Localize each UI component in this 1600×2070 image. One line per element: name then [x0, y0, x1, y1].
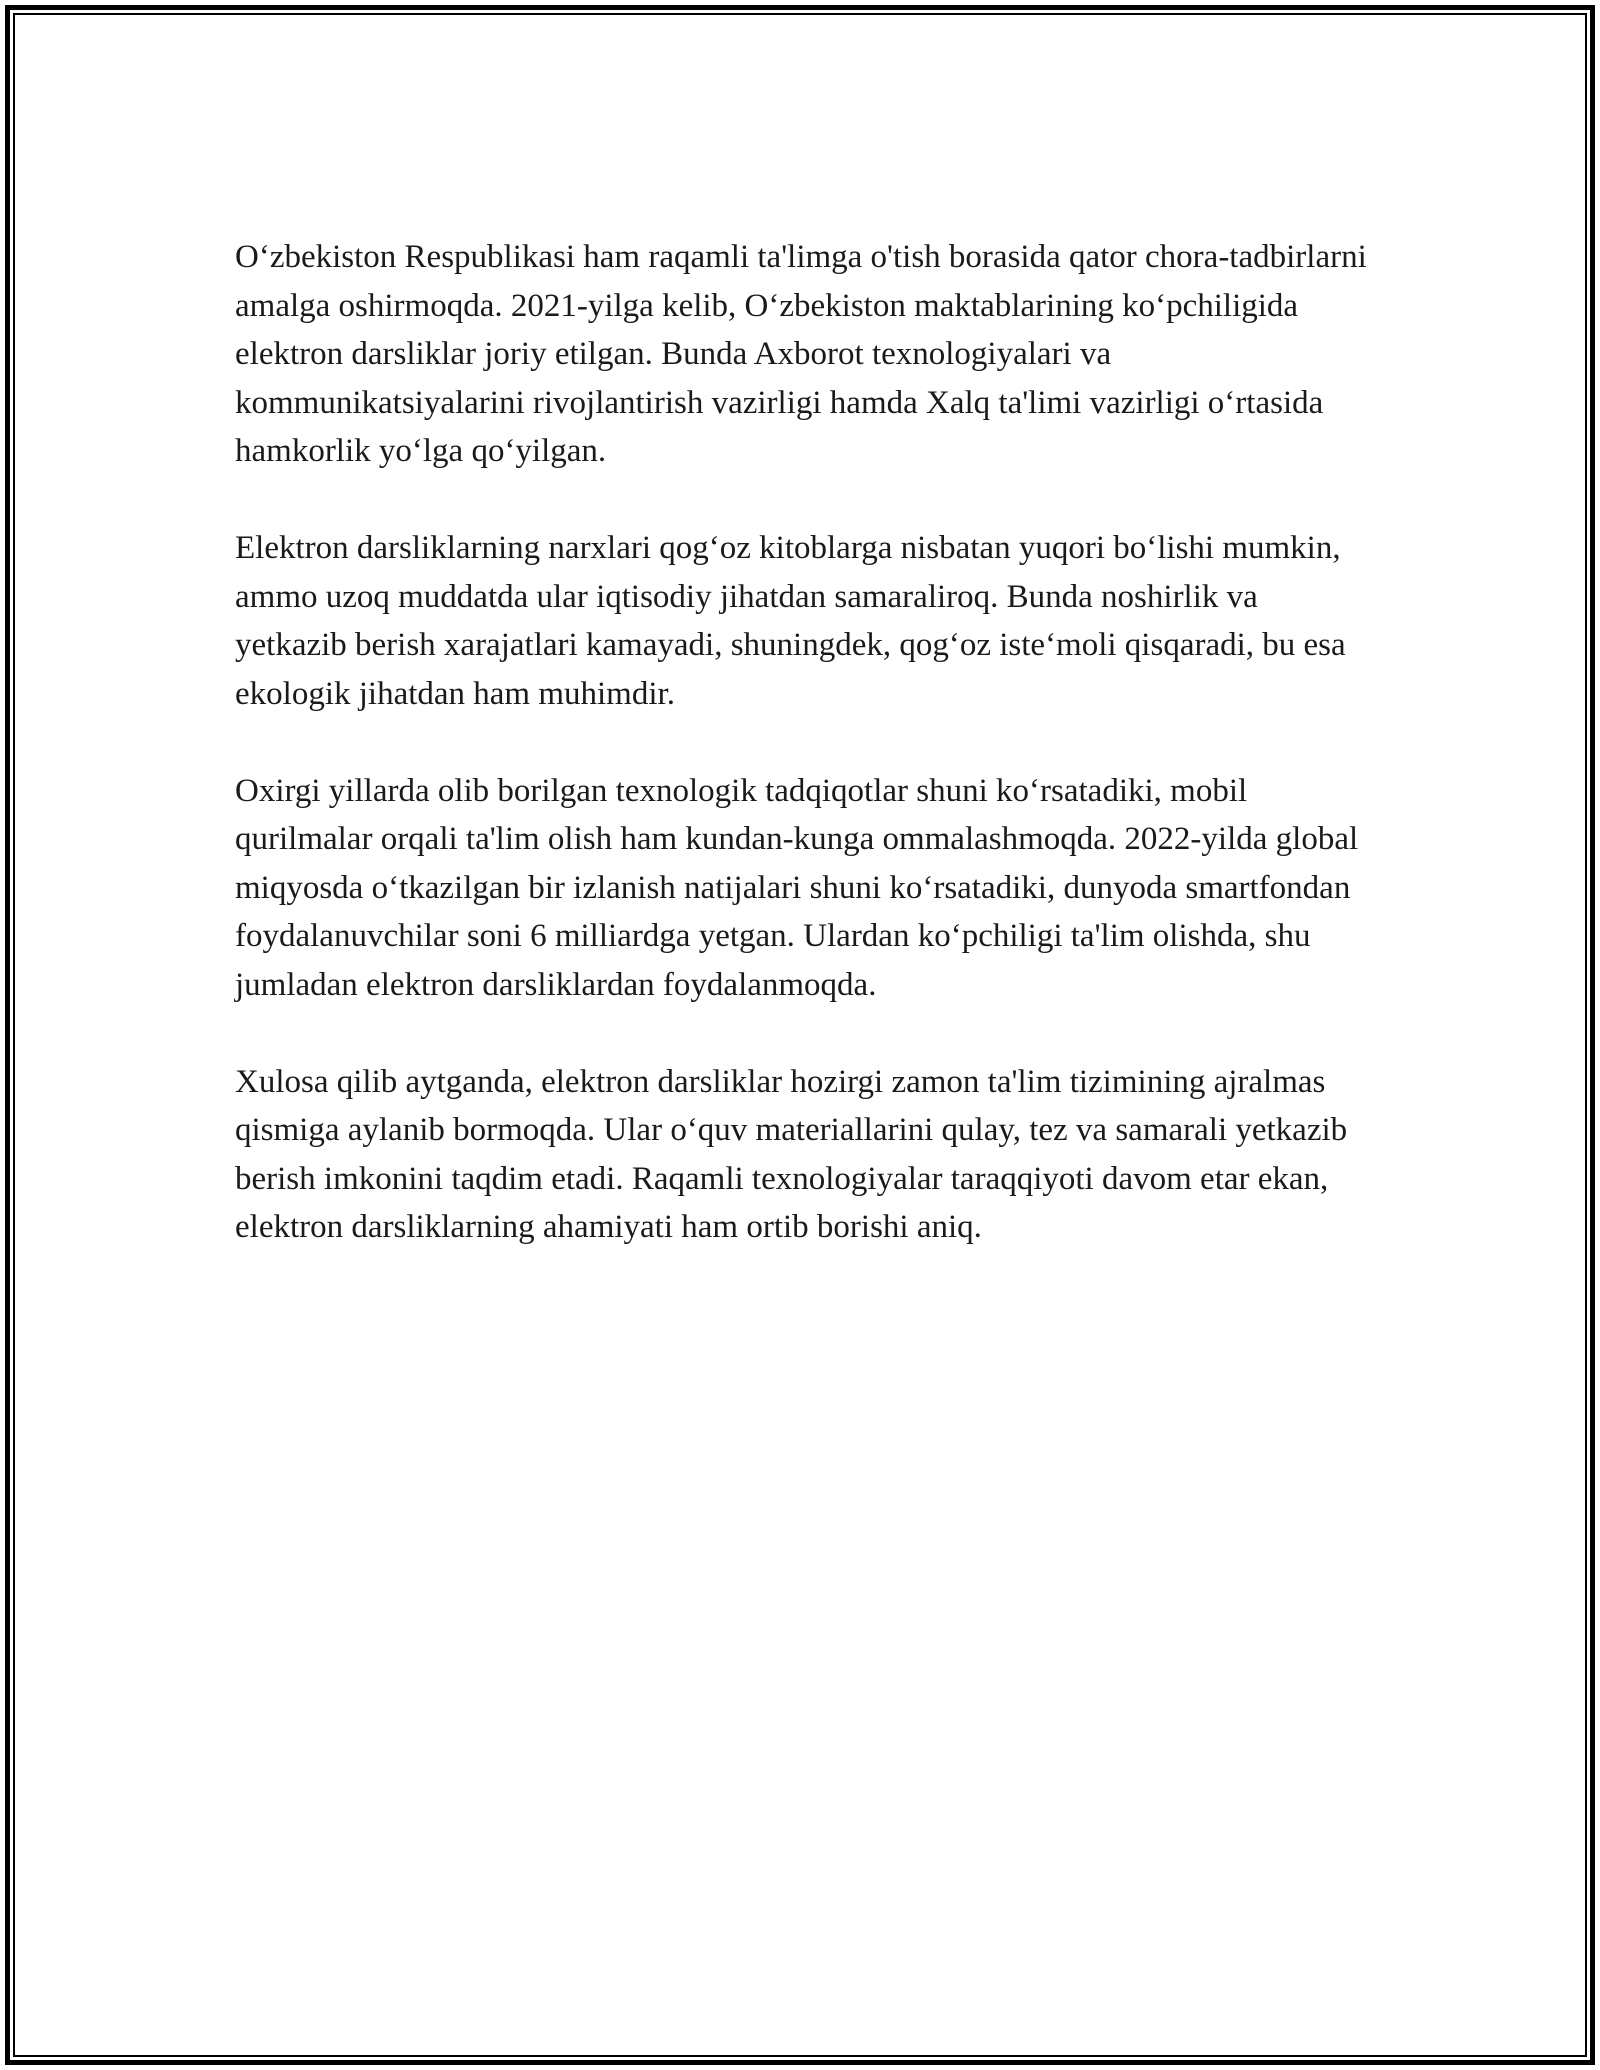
paragraph: Oxirgi yillarda olib borilgan texnologik tadqiqotlar shuni ko‘rsatadiki, mobil qurilmalar orqali ta'lim olish ham kundan-kunga ommalashmoqda. 2022-yilda global miqyosda o‘tkazilgan bir izlanish natijalari shuni ko‘rsatadiki, dunyoda smartfondan foydalanuvchilar soni 6 milliardga yetgan. Ulardan ko‘pchiligi ta'lim olishda, shu jumladan elektron darsliklardan foydalanmoqda.: [235, 772, 1359, 1003]
document-body: [235, 233, 1375, 1300]
paragraph: Elektron darsliklarning narxlari qog‘oz kitoblarga nisbatan yuqori bo‘lishi mumkin, ammo uzoq muddatda ular iqtisodiy jihatdan samaraliroq. Bunda noshirlik va yetkazib berish xarajatlari kamayadi, shuningdek, qog‘oz iste‘moli qisqaradi, bu esa ekologik jihatdan ham muhimdir.: [235, 530, 1346, 712]
paragraph: O‘zbekiston Respublikasi ham raqamli ta'limga o'tish borasida qator chora-tadbirlarni amalga oshirmoqda. 2021-yilga kelib, O‘zbekiston maktablarining ko‘pchiligida elektron darsliklar joriy etilgan. Bunda Axborot texnologiyalari va kommunikatsiyalarini rivojlantirish vazirligi hamda Xalq ta'limi vazirligi o‘rtasida hamkorlik yo‘lga qo‘yilgan.: [235, 239, 1367, 469]
paragraph: Xulosa qilib aytganda, elektron darsliklar hozirgi zamon ta'lim tizimining ajralmas qismiga aylanib bormoqda. Ular o‘quv materiallarini qulay, tez va samarali yetkazib berish imkonini taqdim etadi. Raqamli texnologiyalar taraqqiyoti davom etar ekan, elektron darsliklarning ahamiyati ham ortib borishi aniq.: [235, 1063, 1348, 1245]
